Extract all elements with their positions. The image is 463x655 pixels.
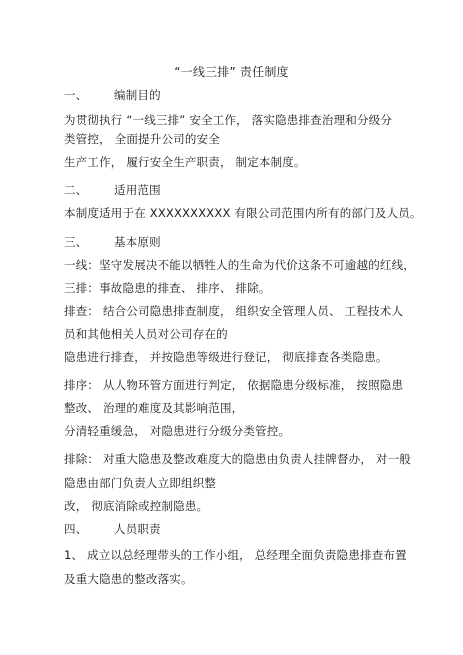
paragraph-line: 员和其他相关人员对公司存在的 (64, 327, 228, 341)
paragraph-line: 隐患进行排查， 并按隐患等级进行登记， 彻底排查各类隐患。 (64, 350, 388, 364)
paragraph-line: 改， 彻底消除或控制隐患。 (64, 499, 209, 513)
paragraph-line: 本制度适用于在 XXXXXXXXXX 有限公司范围内所有的部门及人员。 (64, 206, 422, 220)
section-number: 一、 (64, 88, 88, 102)
section-title: 人员职责 (114, 522, 161, 536)
section-title: 编制目的 (114, 88, 161, 102)
paragraph-line: 隐患由部门负责人立即组织整 (64, 476, 217, 490)
section-title: 适用范围 (114, 183, 161, 197)
paragraph-line: 分清轻重缓急， 对隐患进行分级分类管控。 (64, 424, 291, 438)
paragraph-line: 及重大隐患的整改落实。 (64, 572, 193, 586)
paragraph-line: 三排：事故隐患的排查、 排序、 排除。 (64, 281, 271, 295)
section-heading (64, 88, 161, 102)
paragraph-line: 一线：坚守发展决不能以牺牲人的生命为代价这条不可逾越的红线， (64, 258, 415, 272)
paragraph-line: 为贯彻执行 “一线三排” 安全工作， 落实隐患排查治理和分级分 (64, 113, 393, 127)
section-heading (64, 183, 161, 197)
paragraph-line: 排除： 对重大隐患及整改难度大的隐患由负责人挂牌督办， 对一般 (64, 452, 412, 466)
paragraph-line: 排查： 结合公司隐患排查制度， 组织安全管理人员、 工程技术人 (64, 304, 404, 318)
paragraph-line: 类管控， 全面提升公司的安全 (64, 132, 220, 146)
paragraph-line: 生产工作， 履行安全生产职责， 制定本制度。 (64, 155, 306, 169)
section-number: 二、 (64, 183, 88, 197)
paragraph-line: 1、 成立以总经理带头的工作小组， 总经理全面负责隐患排查布置 (64, 548, 407, 562)
page-title: “一线三排” 责任制度 (174, 65, 289, 79)
section-title: 基本原则 (114, 235, 161, 249)
section-heading (64, 522, 161, 536)
paragraph-line: 排序： 从人物环管方面进行判定， 依据隐患分级标准， 按照隐患 (64, 378, 404, 392)
section-heading (64, 235, 161, 249)
section-number: 三、 (64, 235, 88, 249)
section-number: 四、 (64, 522, 88, 536)
paragraph-line: 整改、 治理的难度及其影响范围， (64, 401, 244, 415)
